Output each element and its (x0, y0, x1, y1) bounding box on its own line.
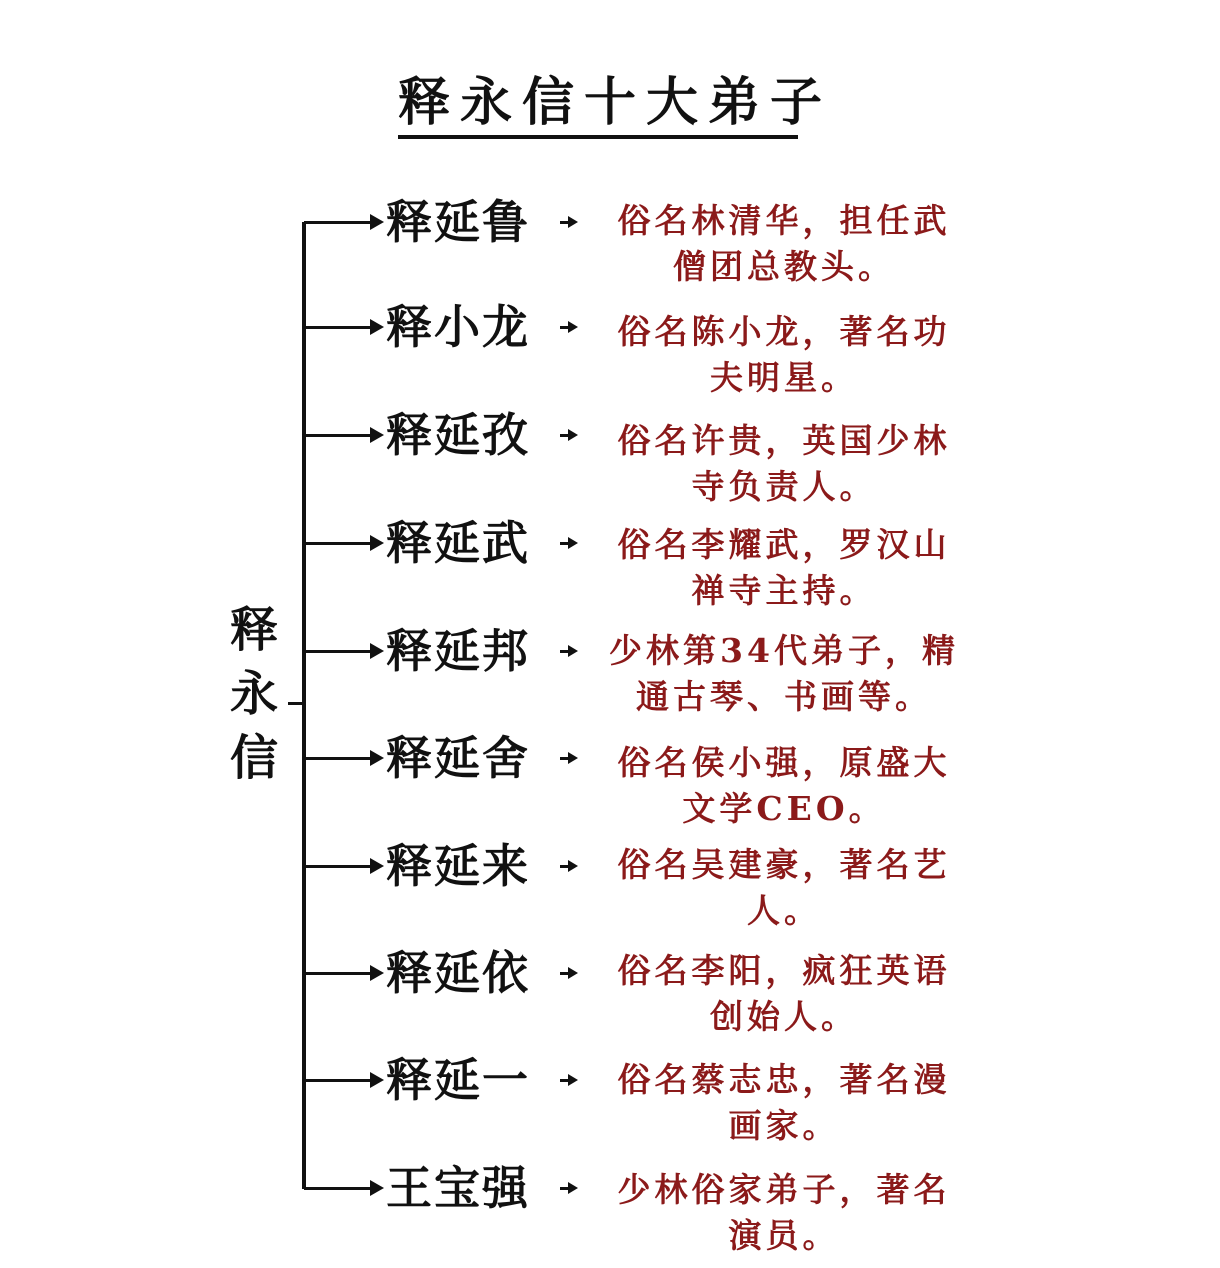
branch-line (304, 865, 374, 868)
disciple-name: 释延武 (386, 516, 530, 570)
disciple-description (594, 309, 974, 401)
description-line: 俗名林清华，担任武 (617, 201, 951, 240)
disciple-description (594, 1057, 974, 1149)
branch-line (304, 1079, 374, 1082)
disciple-description (594, 198, 974, 290)
branch-line (304, 542, 374, 545)
arrow-head-icon (370, 535, 384, 551)
description-line: 俗名李耀武，罗汉山 (617, 525, 951, 564)
root-char: 永 (229, 666, 278, 722)
branch-line (304, 221, 374, 224)
title-underline (398, 135, 798, 139)
small-arrow-head-icon (568, 860, 578, 872)
description-line: 人。 (747, 891, 821, 930)
arrow-head-icon (370, 965, 384, 981)
small-arrow-head-icon (568, 321, 578, 333)
description-line: 俗名蔡志忠，著名漫 (617, 1060, 951, 1099)
disciple-description (594, 740, 974, 832)
description-line: 画家。 (728, 1106, 840, 1145)
disciple-description (594, 1167, 974, 1259)
description-line: 俗名陈小龙，著名功 (617, 312, 951, 351)
description-line: 演员。 (728, 1216, 840, 1255)
arrow-head-icon (370, 643, 384, 659)
description-line: 俗名侯小强，原盛大 (617, 743, 951, 782)
small-arrow-head-icon (568, 752, 578, 764)
description-line: 俗名许贵，英国少林 (617, 421, 951, 460)
disciple-name: 释小龙 (386, 300, 530, 354)
root-char: 释 (229, 602, 278, 658)
disciple-description (594, 948, 974, 1040)
disciple-description (594, 842, 974, 934)
description-line: 少林第34代弟子，精 (609, 631, 959, 670)
branch-line (304, 326, 374, 329)
disciple-name: 释延孜 (386, 408, 530, 462)
arrow-head-icon (370, 858, 384, 874)
small-arrow-head-icon (568, 429, 578, 441)
small-arrow-head-icon (568, 1074, 578, 1086)
branch-line (304, 972, 374, 975)
arrow-head-icon (370, 214, 384, 230)
description-line: 僧团总教头。 (673, 247, 895, 286)
description-line: 寺负责人。 (691, 467, 877, 506)
disciple-description (594, 522, 974, 614)
disciple-name: 释延依 (386, 946, 530, 1000)
root-char: 信 (229, 730, 278, 786)
small-arrow-head-icon (568, 967, 578, 979)
trunk-line (302, 222, 306, 1189)
small-arrow-head-icon (568, 537, 578, 549)
root-node (222, 598, 286, 790)
disciple-name: 释延来 (386, 839, 530, 893)
arrow-head-icon (370, 319, 384, 335)
small-arrow-head-icon (568, 645, 578, 657)
description-line: 文学CEO。 (682, 789, 886, 828)
description-line: 禅寺主持。 (691, 571, 877, 610)
arrow-head-icon (370, 750, 384, 766)
arrow-head-icon (370, 1180, 384, 1196)
disciple-description (594, 628, 974, 720)
disciple-name: 释延鲁 (386, 195, 530, 249)
disciple-name: 释延一 (386, 1053, 530, 1107)
description-line: 创始人。 (710, 997, 858, 1036)
branch-line (304, 650, 374, 653)
description-line: 通古琴、书画等。 (636, 677, 932, 716)
disciple-name: 王宝强 (386, 1161, 530, 1215)
arrow-head-icon (370, 427, 384, 443)
disciple-name: 释延邦 (386, 624, 530, 678)
arrow-head-icon (370, 1072, 384, 1088)
branch-line (304, 757, 374, 760)
small-arrow-head-icon (568, 216, 578, 228)
description-line: 少林俗家弟子，著名 (617, 1170, 951, 1209)
description-line: 俗名李阳，疯狂英语 (617, 951, 951, 990)
disciple-name: 释延舍 (386, 731, 530, 785)
disciple-description (594, 418, 974, 510)
diagram-title: 释永信十大弟子 (398, 72, 833, 133)
branch-line (304, 434, 374, 437)
small-arrow-head-icon (568, 1182, 578, 1194)
description-line: 夫明星。 (710, 358, 858, 397)
description-line: 俗名吴建豪，著名艺 (617, 845, 951, 884)
branch-line (304, 1187, 374, 1190)
